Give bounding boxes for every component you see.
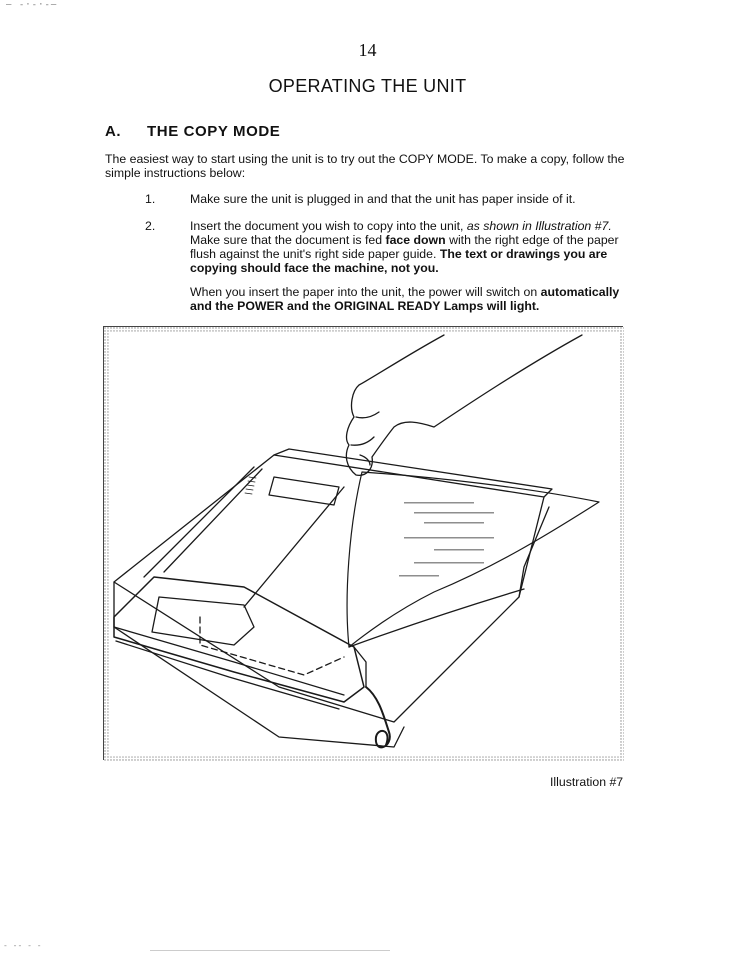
document-print-marks [399, 502, 494, 577]
scan-artifact-top: — -·-·-— [6, 0, 58, 10]
section-heading [105, 123, 280, 140]
orientation-emphasis: The text or drawings you are copying should face the machine, not you. [190, 247, 608, 275]
intro-paragraph: The easiest way to start using the unit is to try out the COPY MODE. To make a copy, follow the simple instructions below: [105, 152, 625, 180]
face-down-emphasis: face down [385, 233, 446, 247]
step-text: Make sure the unit is plugged in and that the unit has paper inside of it. [190, 192, 576, 206]
step-text-a: Insert the document you wish to copy into the unit, [190, 219, 464, 233]
scan-artifact-line [150, 950, 390, 951]
power-note-text: When you insert the paper into the unit, the power will switch on [190, 285, 538, 299]
document-sheet [347, 472, 599, 647]
step-text [190, 219, 630, 275]
fax-unit-illustration [104, 327, 624, 761]
section-title: THE COPY MODE [147, 123, 281, 140]
illustration-frame [103, 326, 623, 760]
scan-artifact-bottom: - -- - - [3, 941, 42, 950]
power-note-emphasis: automatically and the POWER and the ORIGINAL READY Lamps will light. [190, 285, 620, 313]
illustration-caption: Illustration #7 [550, 775, 624, 789]
step-number: 2. [145, 219, 156, 233]
section-letter: A. [105, 123, 122, 140]
display-window [269, 477, 339, 505]
step-text-b: Make sure that the document is fed [190, 233, 383, 247]
step-number: 1. [145, 192, 156, 206]
step-text-c: with the right edge of the paper flush against the unit's right side paper guide. [190, 233, 619, 261]
illustration-reference: as shown in Illustration #7. [466, 219, 612, 233]
handset [114, 577, 364, 702]
power-note [190, 285, 630, 313]
unit-top-panel [114, 455, 544, 722]
page-number: 14 [358, 40, 377, 60]
page-title: OPERATING THE UNIT [268, 76, 467, 96]
hand [346, 335, 582, 475]
